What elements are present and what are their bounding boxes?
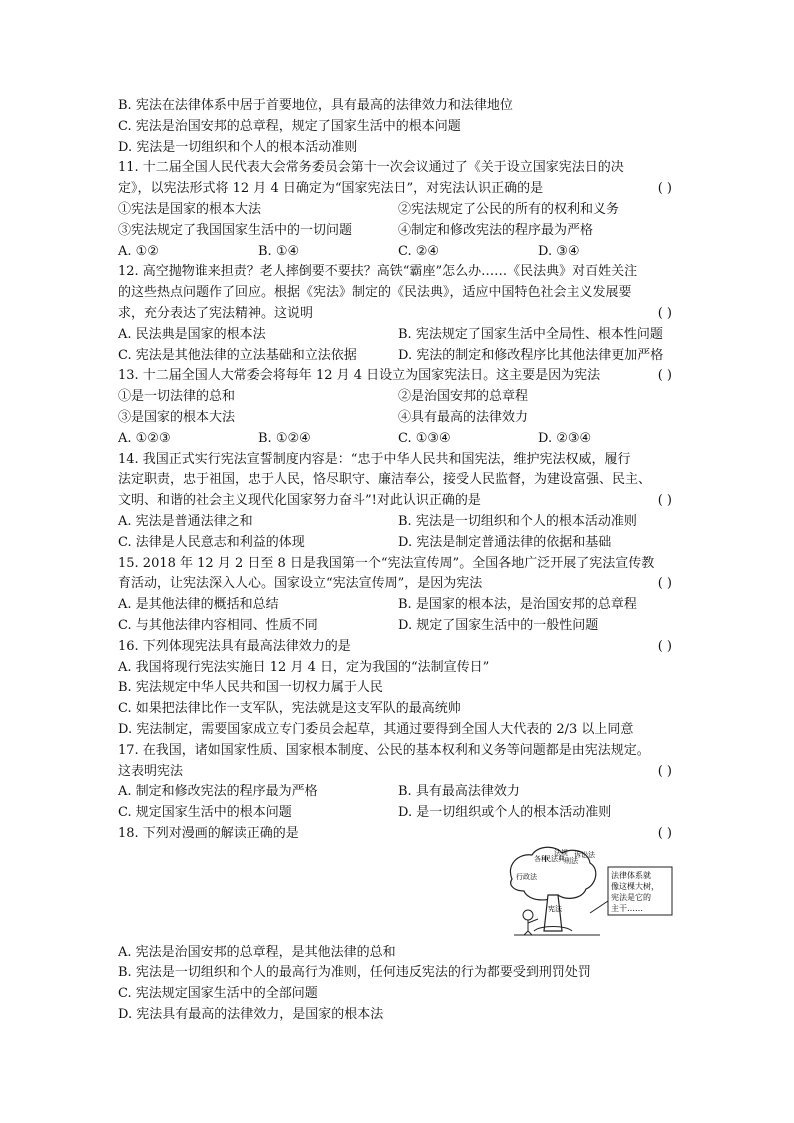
q13-options (118, 429, 678, 450)
q18-stem-line1: 18. 下列对漫画的解读正确的是 ( ) (118, 824, 678, 845)
q16-option-c: C. 如果把法律比作一支军队，宪法就是这支军队的最高统帅 (118, 701, 461, 717)
q11-statement-3: ③宪法规定了我国国家生活中的一切问题 (118, 222, 353, 238)
person-body (524, 919, 538, 935)
q12-option-a: A. 民法典是国家的根本法 (118, 326, 266, 342)
q13-option-b: B. ①②④ (258, 430, 311, 446)
q15-option-a: A. 是其他法律的概括和总结 (118, 597, 279, 613)
q13-option-d: D. ②③④ (538, 430, 592, 446)
q11-stem-line2: 定》，以宪法形式将 12 月 4 日确定为“国家宪法日”，对宪法认识正确的是 ( ) (118, 179, 678, 200)
q17-option-b: B. 具有最高法律效力 (398, 784, 520, 800)
q16-option-d: D. 宪法制定，需要国家成立专门委员会起草，其通过要得到全国人大代表的 2/3 以上同意 (118, 721, 634, 737)
answer-blank: ( ) (657, 763, 672, 779)
caption-line-2: 像这棵大树， (611, 881, 659, 891)
q11-options (118, 242, 678, 263)
q10-option-b: B. 宪法在法律体系中居于首要地位，具有最高的法律效力和法律地位 (118, 98, 513, 113)
q12-stem-line3: 求，充分表达了宪法精神。这说明 ( ) (118, 304, 678, 325)
caption-line-4: 主干…… (611, 903, 643, 913)
q17-options-row2 (118, 803, 678, 824)
q17-options-row1 (118, 782, 678, 803)
q17-option-a: A. 制定和修改宪法的程序最为严格 (118, 784, 318, 800)
q17-stem-line2: 这表明宪法 ( ) (118, 762, 678, 783)
q12-option-b: B. 宪法规定了国家生活中全局性、根本性问题 (398, 326, 663, 342)
branch-label-6: 行政法 (516, 872, 537, 881)
q15-stem-line2: 育活动，让宪法深入人心。国家设立“宪法宣传周”，是因为宪法 ( ) (118, 574, 678, 595)
answer-blank: ( ) (657, 305, 672, 321)
branch-label-1: 各种 (534, 854, 548, 863)
answer-blank: ( ) (657, 181, 672, 197)
q15-option-b: B. 是国家的根本法，是治国安邦的总章程 (398, 597, 637, 613)
exam-page (118, 96, 678, 1026)
q12-stem-line1: 12. 高空抛物谁来担责？老人摔倒要不要扶？高铁“霸座”怎么办……《民法典》对百姓关注 (118, 264, 638, 280)
q11-statements-row2 (118, 221, 678, 242)
tree-trunk (544, 895, 562, 931)
q16-stem-line1: 16. 下列体现宪法具有最高法律效力的是 ( ) (118, 637, 678, 658)
q11-option-a: A. ①② (118, 243, 159, 259)
q12-option-d: D. 宪法的制定和修改程序比其他法律更加严格 (398, 347, 664, 363)
q18-option-d: D. 宪法具有最高的法律效力，是国家的根本法 (118, 1007, 384, 1023)
q11-statement-2: ②宪法规定了公民的所有的权利和义务 (398, 201, 620, 217)
caption-pointer (590, 901, 608, 913)
q13-stem-line1: 13. 十二届全国人大常委会将每年 12 月 4 日设立为国家宪法日。这主要是因为宪法 ( ) (118, 366, 678, 387)
q13-option-c: C. ①③④ (398, 430, 451, 446)
answer-blank: ( ) (657, 825, 672, 841)
law-tree-cartoon (118, 845, 678, 943)
trunk-label: 宪法 (548, 904, 562, 913)
branch-label-4: 刑法 (564, 856, 578, 865)
answer-blank: ( ) (657, 493, 672, 509)
q17-stem-line1: 17. 在我国，诸如国家性质、国家根本制度、公民的基本权利和义务等问题都是由宪法规定。 (118, 742, 650, 758)
q18-option-c: C. 宪法规定国家生活中的全部问题 (118, 986, 318, 1002)
q15-options-row1 (118, 595, 678, 616)
q10-option-c: C. 宪法是治国安邦的总章程，规定了国家生活中的根本问题 (118, 118, 461, 134)
q17-option-d: D. 是一切组织或个人的根本活动准则 (398, 805, 612, 821)
q12-option-c: C. 宪法是其他法律的立法基础和立法依据 (118, 347, 357, 363)
q11-stem-line1: 11. 十二届全国人民代表大会常务委员会第十一次会议通过了《关于设立国家宪法日的决 (118, 160, 624, 176)
q14-option-d: D. 宪法是制定普通法律的依据和基础 (398, 534, 612, 550)
q10-option-d: D. 宪法是一切组织和个人的根本活动准则 (118, 139, 358, 155)
q14-options-row1 (118, 512, 678, 533)
branch-label-5: 诉讼法 (574, 850, 595, 859)
branch-label-3: 法规 (554, 848, 568, 857)
q15-option-c: C. 与其他法律内容相同、性质不同 (118, 617, 318, 633)
branch-label-2: 民法典 (544, 854, 565, 863)
q13-statement-3: ③是国家的根本大法 (118, 409, 236, 425)
q13-statement-4: ④具有最高的法律效力 (398, 409, 529, 425)
q16-option-a: A. 我国将现行宪法实施日 12 月 4 日，定为我国的“法制宣传日” (118, 659, 490, 675)
q11-statement-1: ①宪法是国家的根本大法 (118, 201, 262, 217)
q14-stem-line1: 14. 我国正式实行宪法宣誓制度内容是：“忠于中华人民共和国宪法，维护宪法权威，履行 (118, 451, 631, 467)
q14-options-row2 (118, 533, 678, 554)
q14-stem-line2: 法定职责，忠于祖国，忠于人民，恪尽职守、廉洁奉公，接受人民监督，为建设富强、民主、 (118, 472, 652, 488)
q11-statement-4: ④制定和修改宪法的程序最为严格 (398, 222, 594, 238)
law-tree-cartoon-image (504, 845, 676, 941)
q13-statements-row1 (118, 387, 678, 408)
q16-option-b: B. 宪法规定中华人民共和国一切权力属于人民 (118, 680, 383, 696)
q15-options-row2 (118, 616, 678, 637)
q14-stem-line3: 文明、和谐的社会主义现代化国家努力奋斗”!对此认识正确的是 ( ) (118, 491, 678, 512)
answer-blank: ( ) (657, 638, 672, 654)
q15-option-d: D. 规定了国家生活中的一般性问题 (398, 617, 599, 633)
q11-option-d: D. ③④ (538, 243, 580, 259)
q11-statements-row1 (118, 200, 678, 221)
q18-option-b: B. 宪法是一切组织和个人的最高行为准则，任何违反宪法的行为都要受到刑罚处罚 (118, 965, 591, 981)
q15-stem-line1: 15. 2018 年 12 月 2 日至 8 日是我国第一个“宪法宣传周”。全国各地广泛开展了宪法宣传教 (118, 555, 655, 571)
q13-statement-2: ②是治国安邦的总章程 (398, 389, 529, 405)
answer-blank: ( ) (657, 368, 672, 384)
caption-line-3: 宪法是它的 (611, 892, 651, 902)
q14-option-c: C. 法律是人民意志和利益的体现 (118, 534, 305, 550)
q12-stem-line2: 的这些热点问题作了回应。根据《宪法》制定的《民法典》，适应中国特色社会主义发展要 (118, 285, 632, 301)
q13-option-a: A. ①②③ (118, 430, 171, 446)
q13-statements-row2 (118, 408, 678, 429)
q17-option-c: C. 规定国家生活中的根本问题 (118, 805, 292, 821)
caption-line-1: 法律体系就 (611, 870, 651, 880)
answer-blank: ( ) (657, 576, 672, 592)
q18-option-a: A. 宪法是治国安邦的总章程，是其他法律的总和 (118, 944, 396, 960)
q12-options-row2 (118, 346, 678, 367)
q14-option-a: A. 宪法是普通法律之和 (118, 513, 253, 529)
q12-options-row1 (118, 325, 678, 346)
q11-option-c: C. ②④ (398, 243, 440, 259)
q11-option-b: B. ①④ (258, 243, 300, 259)
q13-statement-1: ①是一切法律的总和 (118, 389, 236, 405)
q14-option-b: B. 宪法是一切组织和个人的根本活动准则 (398, 513, 637, 529)
person-head (523, 910, 533, 920)
